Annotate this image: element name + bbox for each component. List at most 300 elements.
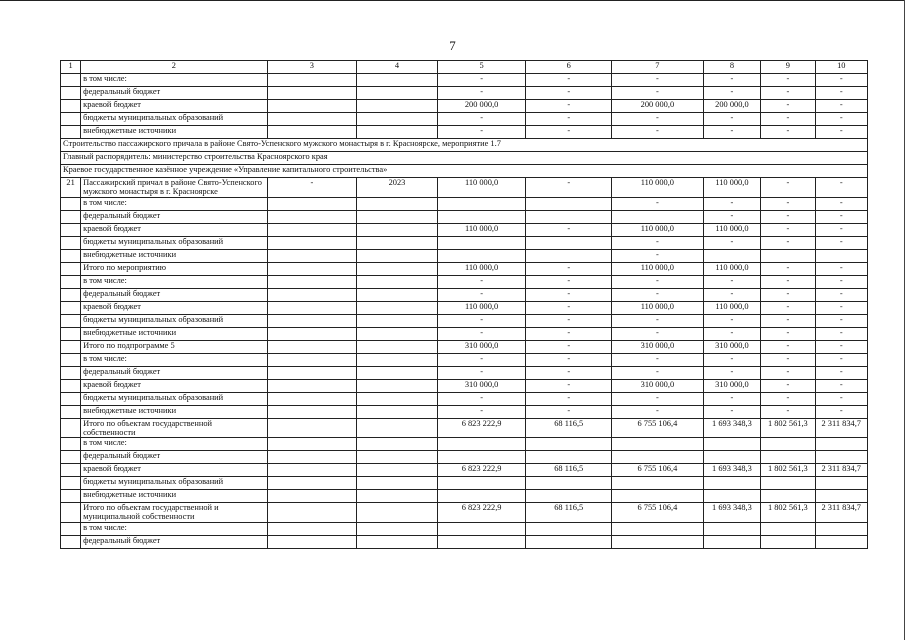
table-cell	[357, 288, 438, 301]
table-cell	[61, 314, 81, 327]
table-cell: -	[815, 366, 867, 379]
table-cell	[267, 490, 357, 503]
table-cell	[761, 477, 815, 490]
table-cell	[267, 464, 357, 477]
table-cell	[357, 353, 438, 366]
table-cell: -	[526, 288, 612, 301]
column-number: 10	[815, 61, 867, 74]
table-body	[61, 61, 868, 549]
table-cell: -	[526, 327, 612, 340]
table-row	[61, 74, 868, 87]
table-cell	[267, 353, 357, 366]
table-cell	[703, 438, 760, 451]
table-cell: -	[815, 197, 867, 210]
table-cell	[357, 366, 438, 379]
table-cell: 6 755 106,4	[612, 503, 704, 523]
table-cell	[61, 210, 81, 223]
table-cell: 110 000,0	[612, 301, 704, 314]
table-cell: -	[437, 113, 526, 126]
table-cell	[61, 392, 81, 405]
table-cell	[612, 477, 704, 490]
table-cell	[437, 477, 526, 490]
table-cell: -	[761, 113, 815, 126]
table-cell	[437, 522, 526, 535]
table-cell	[267, 418, 357, 438]
table-row	[61, 418, 868, 438]
table-cell: -	[526, 353, 612, 366]
table-cell	[267, 438, 357, 451]
table-cell: -	[526, 314, 612, 327]
header-row	[61, 61, 868, 74]
table-cell	[267, 535, 357, 548]
table-cell	[357, 405, 438, 418]
table-cell: -	[437, 74, 526, 87]
table-cell: -	[815, 223, 867, 236]
table-cell: -	[437, 353, 526, 366]
table-cell	[61, 113, 81, 126]
table-cell	[612, 438, 704, 451]
table-cell: -	[526, 74, 612, 87]
table-cell	[612, 522, 704, 535]
table-row	[61, 314, 868, 327]
table-cell	[357, 126, 438, 139]
row-label: в том числе:	[81, 197, 267, 210]
table-cell: -	[815, 379, 867, 392]
table-cell	[267, 210, 357, 223]
table-cell: -	[703, 210, 760, 223]
table-cell: -	[526, 223, 612, 236]
table-cell: 310 000,0	[437, 340, 526, 353]
row-label: бюджеты муниципальных образований	[81, 236, 267, 249]
table-cell: -	[703, 197, 760, 210]
table-cell	[357, 314, 438, 327]
table-cell	[61, 262, 81, 275]
table-cell: -	[612, 87, 704, 100]
table-cell: -	[761, 223, 815, 236]
table-cell	[437, 490, 526, 503]
row-label: внебюджетные источники	[81, 126, 267, 139]
table-cell	[267, 74, 357, 87]
table-cell	[61, 477, 81, 490]
table-cell: -	[612, 126, 704, 139]
table-row	[61, 464, 868, 477]
table-cell	[267, 249, 357, 262]
column-number: 2	[81, 61, 267, 74]
table-cell: 1 802 561,3	[761, 418, 815, 438]
table-cell: -	[612, 197, 704, 210]
table-cell: 68 116,5	[526, 464, 612, 477]
table-cell	[703, 249, 760, 262]
table-cell	[357, 464, 438, 477]
table-cell	[437, 210, 526, 223]
table-row	[61, 275, 868, 288]
table-cell	[612, 535, 704, 548]
row-label: краевой бюджет	[81, 100, 267, 113]
row-label: Итого по объектам государственной и муниципальной собственности	[81, 503, 267, 523]
row-label: федеральный бюджет	[81, 210, 267, 223]
table-cell: -	[526, 87, 612, 100]
table-cell: -	[703, 353, 760, 366]
table-cell: 6 755 106,4	[612, 418, 704, 438]
table-cell	[357, 113, 438, 126]
table-cell	[815, 477, 867, 490]
table-cell	[357, 210, 438, 223]
table-cell	[437, 535, 526, 548]
table-cell: 1 802 561,3	[761, 503, 815, 523]
table-cell	[61, 438, 81, 451]
row-label: бюджеты муниципальных образований	[81, 477, 267, 490]
table-cell	[526, 438, 612, 451]
table-cell: -	[815, 288, 867, 301]
table-cell: 68 116,5	[526, 503, 612, 523]
table-cell: -	[526, 392, 612, 405]
table-row	[61, 178, 868, 198]
row-label: Итого по объектам государственной собственности	[81, 418, 267, 438]
row-label: краевой бюджет	[81, 301, 267, 314]
table-row	[61, 262, 868, 275]
table-cell: -	[815, 126, 867, 139]
section-row	[61, 152, 868, 165]
section-title: Краевое государственное казённое учреждение «Управление капитального строительства»	[61, 165, 868, 178]
table-cell	[267, 197, 357, 210]
row-label: бюджеты муниципальных образований	[81, 113, 267, 126]
row-label: Итого по мероприятию	[81, 262, 267, 275]
table-cell: -	[703, 74, 760, 87]
table-cell	[703, 522, 760, 535]
table-cell	[61, 87, 81, 100]
table-cell: 310 000,0	[437, 379, 526, 392]
table-cell	[437, 249, 526, 262]
table-row	[61, 451, 868, 464]
table-row	[61, 87, 868, 100]
row-label: внебюджетные источники	[81, 405, 267, 418]
table-cell: -	[437, 366, 526, 379]
table-cell	[815, 490, 867, 503]
row-label: Итого по подпрограмме 5	[81, 340, 267, 353]
table-cell: 110 000,0	[437, 301, 526, 314]
table-cell: -	[437, 327, 526, 340]
table-cell: -	[703, 288, 760, 301]
table-cell	[61, 503, 81, 523]
table-cell: -	[437, 275, 526, 288]
table-cell: -	[761, 126, 815, 139]
table-cell: 1 693 348,3	[703, 418, 760, 438]
column-number: 9	[761, 61, 815, 74]
table-cell: -	[761, 100, 815, 113]
table-cell	[357, 236, 438, 249]
table-row	[61, 197, 868, 210]
row-label: внебюджетные источники	[81, 249, 267, 262]
table-cell	[267, 477, 357, 490]
table-cell	[267, 340, 357, 353]
table-cell	[612, 490, 704, 503]
column-number: 3	[267, 61, 357, 74]
table-cell	[526, 236, 612, 249]
table-cell	[267, 314, 357, 327]
table-cell: 2023	[357, 178, 438, 198]
table-cell: -	[761, 405, 815, 418]
table-cell	[61, 197, 81, 210]
table-cell	[61, 249, 81, 262]
table-cell: -	[437, 87, 526, 100]
table-cell: -	[612, 314, 704, 327]
table-cell	[815, 438, 867, 451]
table-cell: -	[761, 275, 815, 288]
table-cell	[61, 366, 81, 379]
table-cell	[267, 275, 357, 288]
table-cell	[526, 522, 612, 535]
table-cell	[61, 327, 81, 340]
table-cell: -	[761, 262, 815, 275]
table-cell: 200 000,0	[612, 100, 704, 113]
table-cell: -	[761, 340, 815, 353]
table-cell: -	[526, 405, 612, 418]
table-cell: 6 823 222,9	[437, 503, 526, 523]
table-cell: 110 000,0	[612, 262, 704, 275]
table-cell: -	[526, 126, 612, 139]
table-cell	[357, 379, 438, 392]
table-cell	[612, 210, 704, 223]
row-label: федеральный бюджет	[81, 451, 267, 464]
table-cell: -	[526, 379, 612, 392]
row-label: федеральный бюджет	[81, 288, 267, 301]
column-number: 6	[526, 61, 612, 74]
table-cell: -	[761, 379, 815, 392]
table-cell: -	[703, 327, 760, 340]
table-cell: 310 000,0	[703, 379, 760, 392]
table-cell: -	[612, 113, 704, 126]
table-row	[61, 126, 868, 139]
table-row	[61, 438, 868, 451]
table-row	[61, 223, 868, 236]
table-cell: -	[612, 353, 704, 366]
table-cell: 6 823 222,9	[437, 464, 526, 477]
table-cell: 21	[61, 178, 81, 198]
column-number: 4	[357, 61, 438, 74]
table-cell: 110 000,0	[703, 262, 760, 275]
page-number: 7	[449, 38, 456, 53]
table-cell	[437, 438, 526, 451]
table-cell	[357, 535, 438, 548]
table-cell	[357, 74, 438, 87]
table-cell	[267, 522, 357, 535]
table-cell	[815, 451, 867, 464]
table-cell: -	[437, 126, 526, 139]
table-cell: -	[815, 340, 867, 353]
table-cell	[61, 236, 81, 249]
section-row	[61, 165, 868, 178]
table-cell	[357, 197, 438, 210]
table-row	[61, 353, 868, 366]
table-cell: 6 823 222,9	[437, 418, 526, 438]
section-row	[61, 139, 868, 152]
table-cell	[61, 522, 81, 535]
table-cell: -	[761, 74, 815, 87]
table-cell: -	[761, 210, 815, 223]
table-cell: -	[437, 288, 526, 301]
table-cell	[267, 327, 357, 340]
table-cell	[703, 490, 760, 503]
table-cell: 6 755 106,4	[612, 464, 704, 477]
table-cell: -	[612, 327, 704, 340]
table-cell: -	[815, 405, 867, 418]
row-label: в том числе:	[81, 438, 267, 451]
table-cell: -	[526, 113, 612, 126]
table-cell: -	[437, 405, 526, 418]
table-cell: 110 000,0	[437, 223, 526, 236]
table-cell: -	[703, 87, 760, 100]
table-cell: -	[815, 392, 867, 405]
table-cell: -	[437, 314, 526, 327]
table-cell	[267, 366, 357, 379]
table-cell	[357, 490, 438, 503]
table-cell	[61, 535, 81, 548]
row-label: в том числе:	[81, 353, 267, 366]
table-cell	[61, 223, 81, 236]
table-cell	[526, 249, 612, 262]
table-cell: 110 000,0	[703, 301, 760, 314]
table-cell	[357, 262, 438, 275]
table-cell	[526, 210, 612, 223]
table-cell: -	[703, 314, 760, 327]
table-cell	[267, 87, 357, 100]
table-cell: -	[761, 353, 815, 366]
table-cell: -	[526, 366, 612, 379]
table-row	[61, 366, 868, 379]
table-row	[61, 503, 868, 523]
table-cell: -	[761, 236, 815, 249]
row-label: в том числе:	[81, 275, 267, 288]
table-cell	[61, 464, 81, 477]
table-cell	[357, 418, 438, 438]
table-cell	[526, 477, 612, 490]
table-cell: 110 000,0	[437, 178, 526, 198]
section-title: Строительство пассажирского причала в районе Свято-Успенского мужского монастыря в г. Красноярске, мероприятие 1.7	[61, 139, 868, 152]
table-cell: -	[815, 327, 867, 340]
table-cell	[267, 503, 357, 523]
table-cell	[267, 288, 357, 301]
table-row	[61, 477, 868, 490]
column-number: 5	[437, 61, 526, 74]
table-cell	[61, 126, 81, 139]
table-cell	[61, 340, 81, 353]
table-cell: 110 000,0	[612, 178, 704, 198]
table-cell: -	[815, 314, 867, 327]
table-cell: 110 000,0	[703, 178, 760, 198]
budget-table	[60, 60, 868, 549]
row-label: бюджеты муниципальных образований	[81, 392, 267, 405]
table-row	[61, 249, 868, 262]
row-label: в том числе:	[81, 522, 267, 535]
table-cell: 1 693 348,3	[703, 464, 760, 477]
table-cell	[815, 249, 867, 262]
table-row	[61, 522, 868, 535]
table-cell	[61, 490, 81, 503]
table-cell	[437, 236, 526, 249]
table-cell: -	[437, 392, 526, 405]
table-cell: -	[612, 236, 704, 249]
table-cell: -	[815, 74, 867, 87]
table-cell: -	[761, 392, 815, 405]
table-cell	[357, 392, 438, 405]
table-cell	[761, 438, 815, 451]
row-label: краевой бюджет	[81, 223, 267, 236]
table-cell	[267, 126, 357, 139]
table-cell	[267, 451, 357, 464]
table-cell	[61, 74, 81, 87]
row-label: в том числе:	[81, 74, 267, 87]
table-cell	[267, 100, 357, 113]
table-cell	[612, 451, 704, 464]
table-row	[61, 210, 868, 223]
table-cell: -	[526, 340, 612, 353]
table-row	[61, 392, 868, 405]
table-cell	[357, 503, 438, 523]
row-label: федеральный бюджет	[81, 87, 267, 100]
table-row	[61, 490, 868, 503]
table-cell: 110 000,0	[703, 223, 760, 236]
section-title: Главный распорядитель: министерство строительства Красноярского края	[61, 152, 868, 165]
table-cell	[761, 535, 815, 548]
table-cell	[437, 451, 526, 464]
table-cell: -	[815, 275, 867, 288]
row-label: федеральный бюджет	[81, 535, 267, 548]
column-number: 1	[61, 61, 81, 74]
table-cell	[357, 87, 438, 100]
table-cell	[267, 223, 357, 236]
table-cell	[357, 451, 438, 464]
table-cell: 2 311 834,7	[815, 464, 867, 477]
table-cell	[437, 197, 526, 210]
table-cell: 2 311 834,7	[815, 503, 867, 523]
table-cell: -	[815, 353, 867, 366]
table-cell	[357, 438, 438, 451]
row-label: бюджеты муниципальных образований	[81, 314, 267, 327]
table-cell	[61, 100, 81, 113]
row-label: внебюджетные источники	[81, 490, 267, 503]
row-label: федеральный бюджет	[81, 366, 267, 379]
table-cell	[526, 535, 612, 548]
table-cell: -	[526, 275, 612, 288]
table-cell: -	[815, 178, 867, 198]
table-cell: -	[703, 392, 760, 405]
table-cell: -	[815, 87, 867, 100]
table-cell: -	[703, 113, 760, 126]
table-row	[61, 100, 868, 113]
table-cell	[61, 288, 81, 301]
table-cell	[61, 379, 81, 392]
table-cell	[357, 327, 438, 340]
table-row	[61, 113, 868, 126]
table-cell: -	[815, 100, 867, 113]
table-cell: 1 802 561,3	[761, 464, 815, 477]
table-cell: -	[703, 126, 760, 139]
table-cell	[357, 223, 438, 236]
table-cell	[357, 275, 438, 288]
table-cell	[61, 405, 81, 418]
table-cell: -	[761, 197, 815, 210]
row-label: краевой бюджет	[81, 464, 267, 477]
table-cell: -	[612, 366, 704, 379]
table-cell: -	[815, 113, 867, 126]
table-cell	[267, 262, 357, 275]
table-row	[61, 379, 868, 392]
row-label: внебюджетные источники	[81, 327, 267, 340]
table-cell: -	[703, 405, 760, 418]
table-cell: 110 000,0	[437, 262, 526, 275]
table-cell	[267, 392, 357, 405]
table-cell: -	[612, 74, 704, 87]
